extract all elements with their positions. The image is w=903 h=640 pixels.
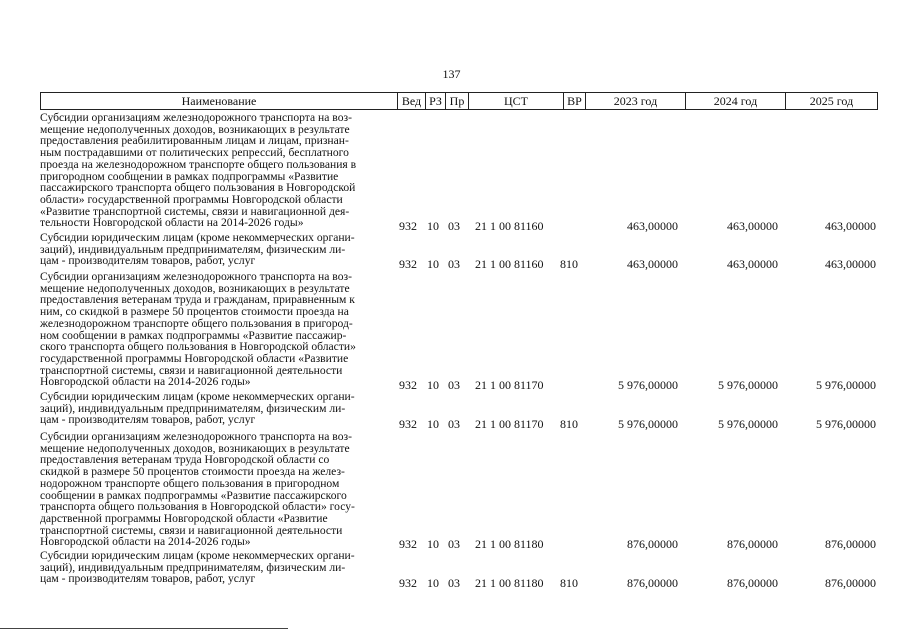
cell-2023: 463,00000 — [627, 219, 678, 233]
cell-cst: 21 1 00 81160 — [475, 257, 544, 271]
cell-2023: 876,00000 — [627, 537, 678, 551]
cell-ved: 932 — [399, 417, 417, 431]
header-name: Наименование — [41, 93, 398, 109]
cell-rz: 10 — [427, 257, 439, 271]
header-ved: Вед — [398, 93, 426, 109]
header-2024: 2024 год — [686, 93, 786, 109]
cell-cst: 21 1 00 81180 — [475, 537, 544, 551]
row-description: Субсидии организациям железнодорожного транспорта на воз- мещение недополученных доходов, возникающих в результате предоставления ветеранам труда и гражданам, приравненным к ним, со скидкой в размере 50 процентов стоимости проезда на железнодорожном транспорте общего пользования в пригород- ном сообщении в рамках подпрограммы «Развитие пассажир- ского транспорта общего пользования в Новгородской области» государственной программы Новгородской области «Развитие транспортной системы, связи и навигационной деятельности Новгородской области на 2014-2026 годы» — [40, 270, 356, 389]
cell-rz: 10 — [427, 219, 439, 233]
page-number: 137 — [442, 67, 461, 81]
cell-2025: 463,00000 — [825, 257, 876, 271]
cell-pr: 03 — [448, 219, 460, 233]
cell-pr: 03 — [448, 378, 460, 392]
cell-2024: 463,00000 — [727, 219, 778, 233]
cell-rz: 10 — [427, 537, 439, 551]
bottom-rule — [0, 628, 288, 629]
cell-pr: 03 — [448, 576, 460, 590]
cell-cst: 21 1 00 81180 — [475, 576, 544, 590]
cell-ved: 932 — [399, 219, 417, 233]
cell-2025: 876,00000 — [825, 576, 876, 590]
cell-2023: 876,00000 — [627, 576, 678, 590]
header-2023: 2023 год — [586, 93, 686, 109]
row-description: Субсидии юридическим лицам (кроме некоммерческих органи- заций), индивидуальным предпринимателям, физическим ли- цам - производителям товаров, работ, услуг — [40, 231, 355, 268]
cell-rz: 10 — [427, 378, 439, 392]
cell-ved: 932 — [399, 537, 417, 551]
cell-pr: 03 — [448, 257, 460, 271]
cell-2024: 5 976,00000 — [718, 378, 778, 392]
row-description: Субсидии юридическим лицам (кроме некоммерческих органи- заций), индивидуальным предпринимателям, физическим ли- цам - производителям товаров, работ, услуг — [40, 390, 355, 427]
row-description: Субсидии организациям железнодорожного транспорта на воз- мещение недополученных доходов, возникающих в результате предоставления реабилитированным лицам и лицам, признан- ным пострадавшими от политических репрессий, бесплатного проезда на железнодорожном транспорте общего пользования в пригородном сообщении в рамках подпрограммы «Развитие пассажирского транспорта общего пользования в Новгородской области» государственной программы Новгородской области «Развитие транспортной системы, связи и навигационной дея- тельности Новгородской области на 2014-2026 годы» — [40, 111, 357, 230]
header-pr: Пр — [446, 93, 469, 109]
cell-2025: 5 976,00000 — [816, 378, 876, 392]
header-rz: РЗ — [426, 93, 446, 109]
header-cst: ЦСТ — [469, 93, 564, 109]
cell-vr: 810 — [560, 576, 578, 590]
cell-ved: 932 — [399, 257, 417, 271]
cell-rz: 10 — [427, 417, 439, 431]
cell-cst: 21 1 00 81170 — [475, 378, 544, 392]
cell-2025: 463,00000 — [825, 219, 876, 233]
cell-pr: 03 — [448, 417, 460, 431]
header-2025: 2025 год — [809, 94, 854, 108]
cell-2023: 463,00000 — [627, 257, 678, 271]
cell-2025: 5 976,00000 — [816, 417, 876, 431]
cell-2025: 876,00000 — [825, 537, 876, 551]
cell-2024: 5 976,00000 — [718, 417, 778, 431]
cell-2024: 876,00000 — [727, 537, 778, 551]
cell-cst: 21 1 00 81170 — [475, 417, 544, 431]
cell-2023: 5 976,00000 — [618, 378, 678, 392]
cell-2024: 463,00000 — [727, 257, 778, 271]
row-description: Субсидии юридическим лицам (кроме некоммерческих органи- заций), индивидуальным предпринимателям, физическим ли- цам - производителям товаров, работ, услуг — [40, 549, 355, 586]
cell-cst: 21 1 00 81160 — [475, 219, 544, 233]
cell-vr: 810 — [560, 417, 578, 431]
header-vr: ВР — [564, 93, 586, 109]
cell-2024: 876,00000 — [727, 576, 778, 590]
cell-vr: 810 — [560, 257, 578, 271]
cell-2023: 5 976,00000 — [618, 417, 678, 431]
table-header — [40, 92, 878, 110]
cell-rz: 10 — [427, 576, 439, 590]
cell-ved: 932 — [399, 378, 417, 392]
cell-ved: 932 — [399, 576, 417, 590]
row-description: Субсидии организациям железнодорожного транспорта на воз- мещение недополученных доходов, возникающих в результате предоставления ветеранам труда Новгородской области со скидкой в размере 50 процентов стоимости проезда на желез- нодорожном транспорте общего пользования в пригородном сообщении в рамках подпрограммы «Развитие пассажирского транспорта общего пользования в Новгородской области» госу- дарственной программы Новгородской области «Развитие транспортной системы, связи и навигационной деятельности Новгородской области на 2014-2026 годы» — [40, 430, 355, 549]
cell-pr: 03 — [448, 537, 460, 551]
